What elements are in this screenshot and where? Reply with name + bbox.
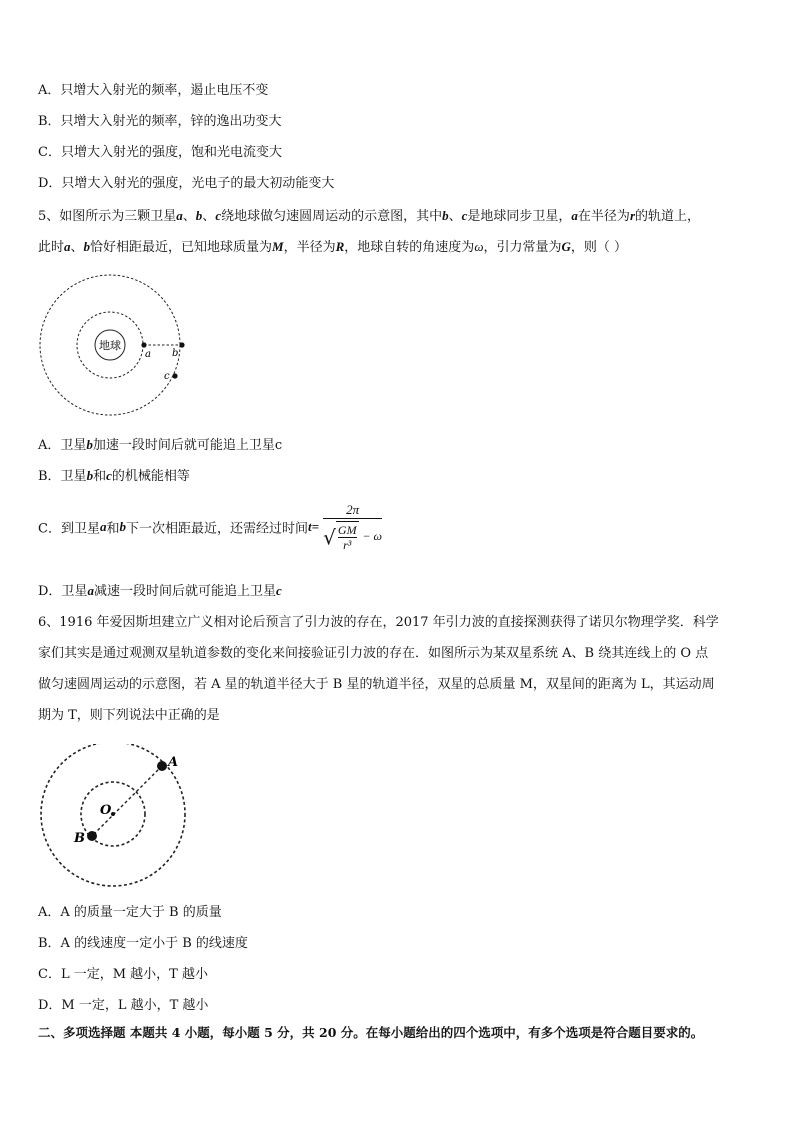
q6-binary-star-diagram [36,744,192,892]
q4-option-c: C．只增大入射光的强度，饱和光电流变大 [38,145,282,160]
satellite-c [172,373,177,378]
star-a [157,761,167,771]
q6-option-a: A．A 的质量一定大于 B 的质量 [38,905,222,920]
q5-option-c: C．到卫星a和b下一次相距最近，还需经过时间t= 2π √ $\frac{GM}{\text{r³}}$ − ω [38,502,382,552]
q4-option-a: A．只增大入射光的频率，遏止电压不变 [38,83,269,98]
satellite-a [141,342,146,347]
label-a: a [145,349,151,360]
q5-stem-line1: 5、如图所示为三颗卫星a、b、c绕地球做匀速圆周运动的示意图，其中b、c是地球同步卫星，a在半径为r的轨道上， [38,208,701,224]
q6-stem-line1: 6、1916 年爱因斯坦建立广义相对论后预言了引力波的存在，2017 年引力波的直接探测获得了诺贝尔物理学奖．科学 [38,615,719,630]
q5-stem-line2: 此时a、b恰好相距最近，已知地球质量为M，半径为R，地球自转的角速度为ω，引力常量为G，则（ ） [38,239,628,255]
star-b [87,831,97,841]
q5-option-d: D．卫星a减速一段时间后就可能追上卫星c [38,583,282,599]
label-o: O [100,803,112,818]
q6-option-b: B．A 的线速度一定小于 B 的线速度 [38,936,248,951]
time-formula: 2π √ $\frac{GM}{\text{r³}}$ − ω [323,502,382,552]
q4-option-d: D．只增大入射光的强度，光电子的最大初动能变大 [38,176,335,191]
earth-label: 地球 [99,339,121,352]
q6-stem-line4: 期为 T，则下列说法中正确的是 [38,708,220,723]
q6-stem-line2: 家们其实是通过观测双星轨道参数的变化来间接验证引力波的存在．如图所示为某双星系统 A、B 绕其连线上的 O 点 [38,646,709,661]
q5-orbit-diagram [36,268,192,416]
center-o [111,812,115,816]
label-a: A [168,755,179,770]
label-b: b [172,348,179,359]
q6-option-c: C．L 一定，M 越小，T 越小 [38,967,208,982]
label-b: B [74,831,85,846]
satellite-b [179,342,184,347]
q6-stem-line3: 做匀速圆周运动的示意图，若 A 星的轨道半径大于 B 星的轨道半径，双星的总质量 M，双星间的距离为 L，其运动周 [38,677,715,692]
q5-option-b: B．卫星b和c的机械能相等 [38,468,190,484]
q6-option-d: D．M 一定，L 越小，T 越小 [38,998,209,1013]
label-c: c [164,371,170,382]
ab-connection [92,766,162,836]
q5-option-a: A．卫星b加速一段时间后就可能追上卫星c [38,437,283,453]
q4-option-b: B．只增大入射光的频率，锌的逸出功变大 [38,114,282,129]
section-2-heading: 二、多项选择题 本题共 4 小题，每小题 5 分，共 20 分。在每小题给出的四个选项中，有多个选项是符合题目要求的。 [38,1025,704,1040]
